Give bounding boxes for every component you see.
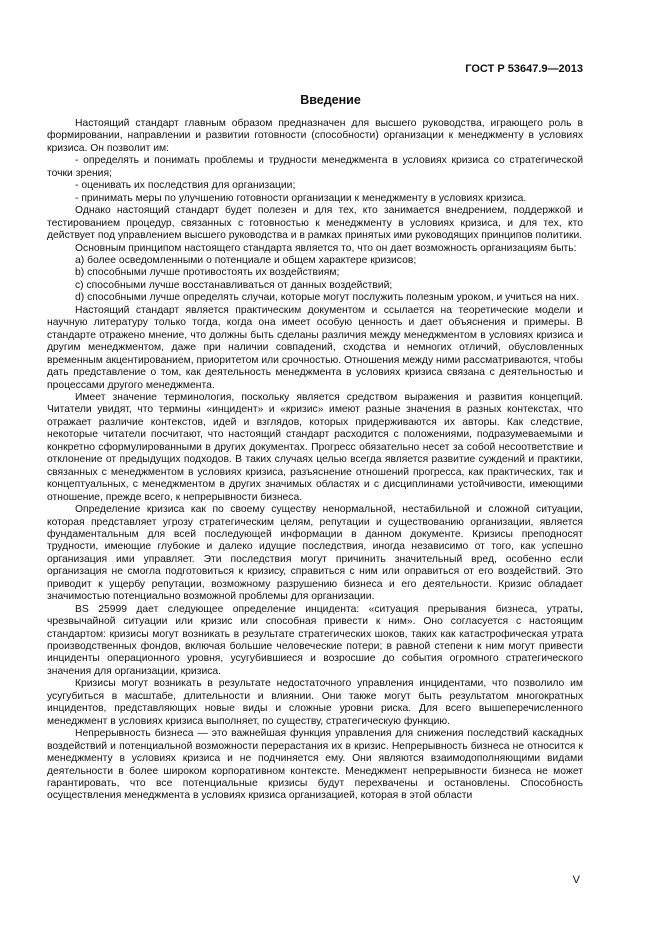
- paragraph: Определение кризиса как по своему существу ненормальной, нестабильной и сложной ситуации, которая представляет угрозу стратегическим целям, репутации и существованию организации, является фундаментальным для всей последующей информации в данном документе. Кризисы преподносят трудности, имеющие глубокие и далеко идущие последствия, иногда независимо от того, как успешно организация ими управляет. Эти последствия могут причинить значительный вред, особенно если организация не смогла подготовиться к кризису, справиться с ним или оправиться от его воздействий. Это приводит к ущербу репутации, возможному разрушению бизнеса и его деятельности. Кризис обладает значимостью потенциально возможной проблемы для организации.: [47, 504, 583, 603]
- paragraph: Однако настоящий стандарт будет полезен и для тех, кто занимается внедрением, поддержкой и тестированием процедур, связанных с готовностью к менеджменту в условиях кризиса, и для тех, кто действует под управлением высшего руководства и в рамках принятых ими руководящих принципов политики.: [47, 205, 583, 242]
- paragraph: Имеет значение терминология, поскольку является средством выражения и развития концепций. Читатели увидят, что термины «инцидент» и «кризис» имеют разные значения в разных контекстах, что отражает различие контекстов, идей и взглядов, которых придерживаются их авторы. Как следствие, некоторые читатели посчитают, что настоящий стандарт расходится с положениями, подразумеваемыми и конкретно сформулированными в других документах. Прогресс обязательно несет за собой несоответствие и отклонение от предыдущих подходов. В таких случаях целью всегда является развитие суждений и практики, связанных с менеджментом в условиях кризиса, разъяснение отношений прогресса, как практических, так и концептуальных, с менеджментом в других значимых областях и с дисциплинами устойчивости, имеющими отношение, прежде всего, к непрерывности бизнеса.: [47, 391, 583, 503]
- list-item: c) способными лучше восстанавливаться от данных воздействий;: [75, 279, 393, 291]
- list-item: - принимать меры по улучшению готовности организации к менеджменту в условиях кризиса.: [75, 192, 527, 204]
- list-item: а) более осведомленными о потенциале и общем характере кризисов;: [75, 254, 417, 266]
- body-text: [47, 118, 583, 803]
- list-item: - оценивать их последствия для организации;: [75, 180, 296, 192]
- section-title: Введение: [300, 93, 361, 107]
- standard-header: ГОСТ Р 53647.9—2013: [465, 63, 583, 75]
- paragraph: Настоящий стандарт главным образом предназначен для высшего руководства, играющего роль в формировании, направлении и развитии готовности (способности) организации к менеджменту в условиях кризиса. Он позволит им:: [47, 118, 583, 154]
- paragraph: Настоящий стандарт является практическим документом и ссылается на теоретические модели и научную литературу только тогда, когда она имеет особую ценность и дает объяснения и примеры. В стандарте отражено мнение, что должны быть сделаны различия между менеджментом в условиях кризиса и другим менеджментом, даже при наличии совпадений, сходства и немногих отличий, обусловленных временным акцентированием, приоритетом или срочностью. Отношения между ними рассматриваются, чтобы дать представление о том, как деятельность менеджмента в условиях кризиса связана с деятельностью и процессами другого менеджмента.: [47, 304, 583, 391]
- page-number: V: [572, 874, 580, 886]
- paragraph: Кризисы могут возникать в результате недостаточного управления инцидентами, что позволило им усугубиться в масштабе, длительности и влиянии. Они также могут быть результатом многократных инцидентов, представляющих новые виды и сложные уровни риска. Для всего вышеперечисленного менеджмент в условиях кризиса выполняет, по существу, стратегическую функцию.: [47, 678, 583, 727]
- paragraph: Основным принципом настоящего стандарта является то, что он дает возможность организациям быть:: [75, 242, 577, 254]
- paragraph: BS 25999 дает следующее определение инцидента: «ситуация прерывания бизнеса, утраты, чрезвычайной ситуации или кризис или способная привести к ним». Оно согласуется с настоящим стандартом: кризисы могут возникать в результате стратегических шоков, таких как катастрофическая утрата производственных фондов, включая большие человеческие потери; в равной степени к ним могут привести инциденты операционного уровня, усугубившиеся и возросшие до события огромного стратегического значения для организации, кризиса.: [47, 603, 583, 677]
- list-item: - определять и понимать проблемы и трудности менеджмента в условиях кризиса со стратегической точки зрения;: [47, 155, 583, 179]
- paragraph: Непрерывность бизнеса — это важнейшая функция управления для снижения последствий каскадных воздействий и потенциальной возможности перерастания их в кризис. Непрерывность бизнеса не относится к менеджменту в условиях кризиса и не подчиняется ему. Они являются взаимодополняющими видами деятельности в более широком корпоративном контексте. Менеджмент непрерывности бизнеса не может гарантировать, что все потенциальные кризисы будут перехвачены и остановлены. Способность осуществления менеджмента в условиях кризиса организацией, которая в этой области: [47, 728, 583, 802]
- list-item: d) способными лучше определять случаи, которые могут послужить полезным уроком, и учиться на них.: [75, 292, 580, 304]
- list-item: b) способными лучше противостоять их воздействиям;: [75, 267, 340, 279]
